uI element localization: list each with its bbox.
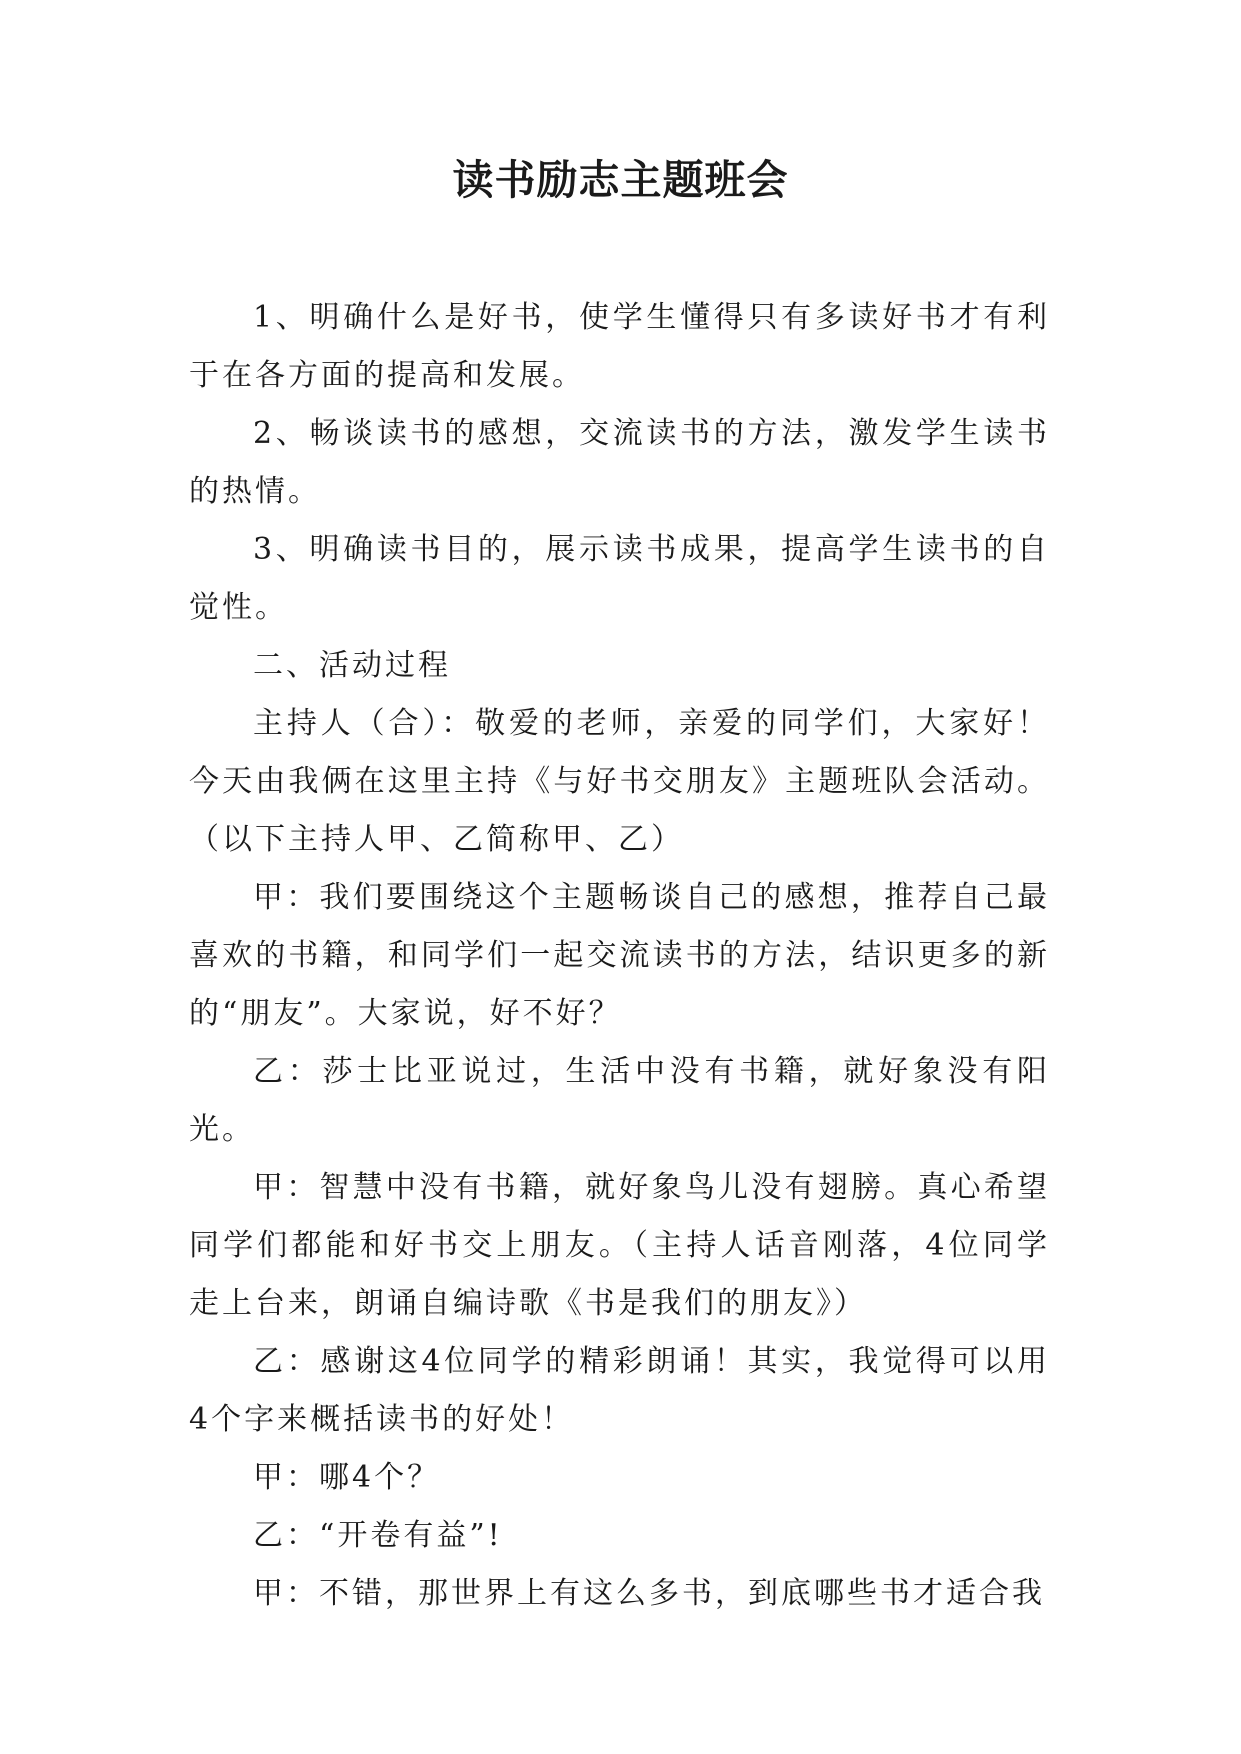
document-body: [189, 289, 1050, 1623]
section-heading-activity-process: 二、活动过程: [253, 648, 451, 683]
document-title: 读书励志主题班会: [452, 156, 789, 204]
paragraph-yi-2: 乙：感谢这4位同学的精彩朗诵！其实，我觉得可以用4个字来概括读书的好处！: [189, 1344, 1050, 1437]
paragraph-goal-3: 3、明确读书目的，展示读书成果，提高学生读书的自觉性。: [189, 532, 1050, 625]
paragraph-host-opening: 主持人（合）：敬爱的老师，亲爱的同学们，大家好！今天由我俩在这里主持《与好书交朋友》主题班队会活动。（以下主持人甲、乙简称甲、乙）: [189, 706, 1050, 857]
paragraph-jia-2: 甲：智慧中没有书籍，就好象鸟儿没有翅膀。真心希望同学们都能和好书交上朋友。（主持人话音刚落，4位同学走上台来，朗诵自编诗歌《书是我们的朋友》）: [189, 1170, 1050, 1321]
paragraph-goal-1: 1、明确什么是好书，使学生懂得只有多读好书才有利于在各方面的提高和发展。: [189, 300, 1050, 393]
paragraph-jia-1: 甲：我们要围绕这个主题畅谈自己的感想，推荐自己最喜欢的书籍，和同学们一起交流读书的方法，结识更多的新的“朋友”。大家说，好不好？: [189, 880, 1050, 1031]
paragraph-yi-1: 乙：莎士比亚说过，生活中没有书籍，就好象没有阳光。: [189, 1054, 1050, 1147]
paragraph-jia-3: 甲：哪4个？: [253, 1460, 441, 1495]
paragraph-goal-2: 2、畅谈读书的感想，交流读书的方法，激发学生读书的热情。: [189, 416, 1050, 509]
paragraph-yi-3: 乙：“开卷有益”!: [253, 1518, 503, 1553]
paragraph-jia-4: 甲：不错，那世界上有这么多书，到底哪些书才适合我: [253, 1576, 1045, 1611]
